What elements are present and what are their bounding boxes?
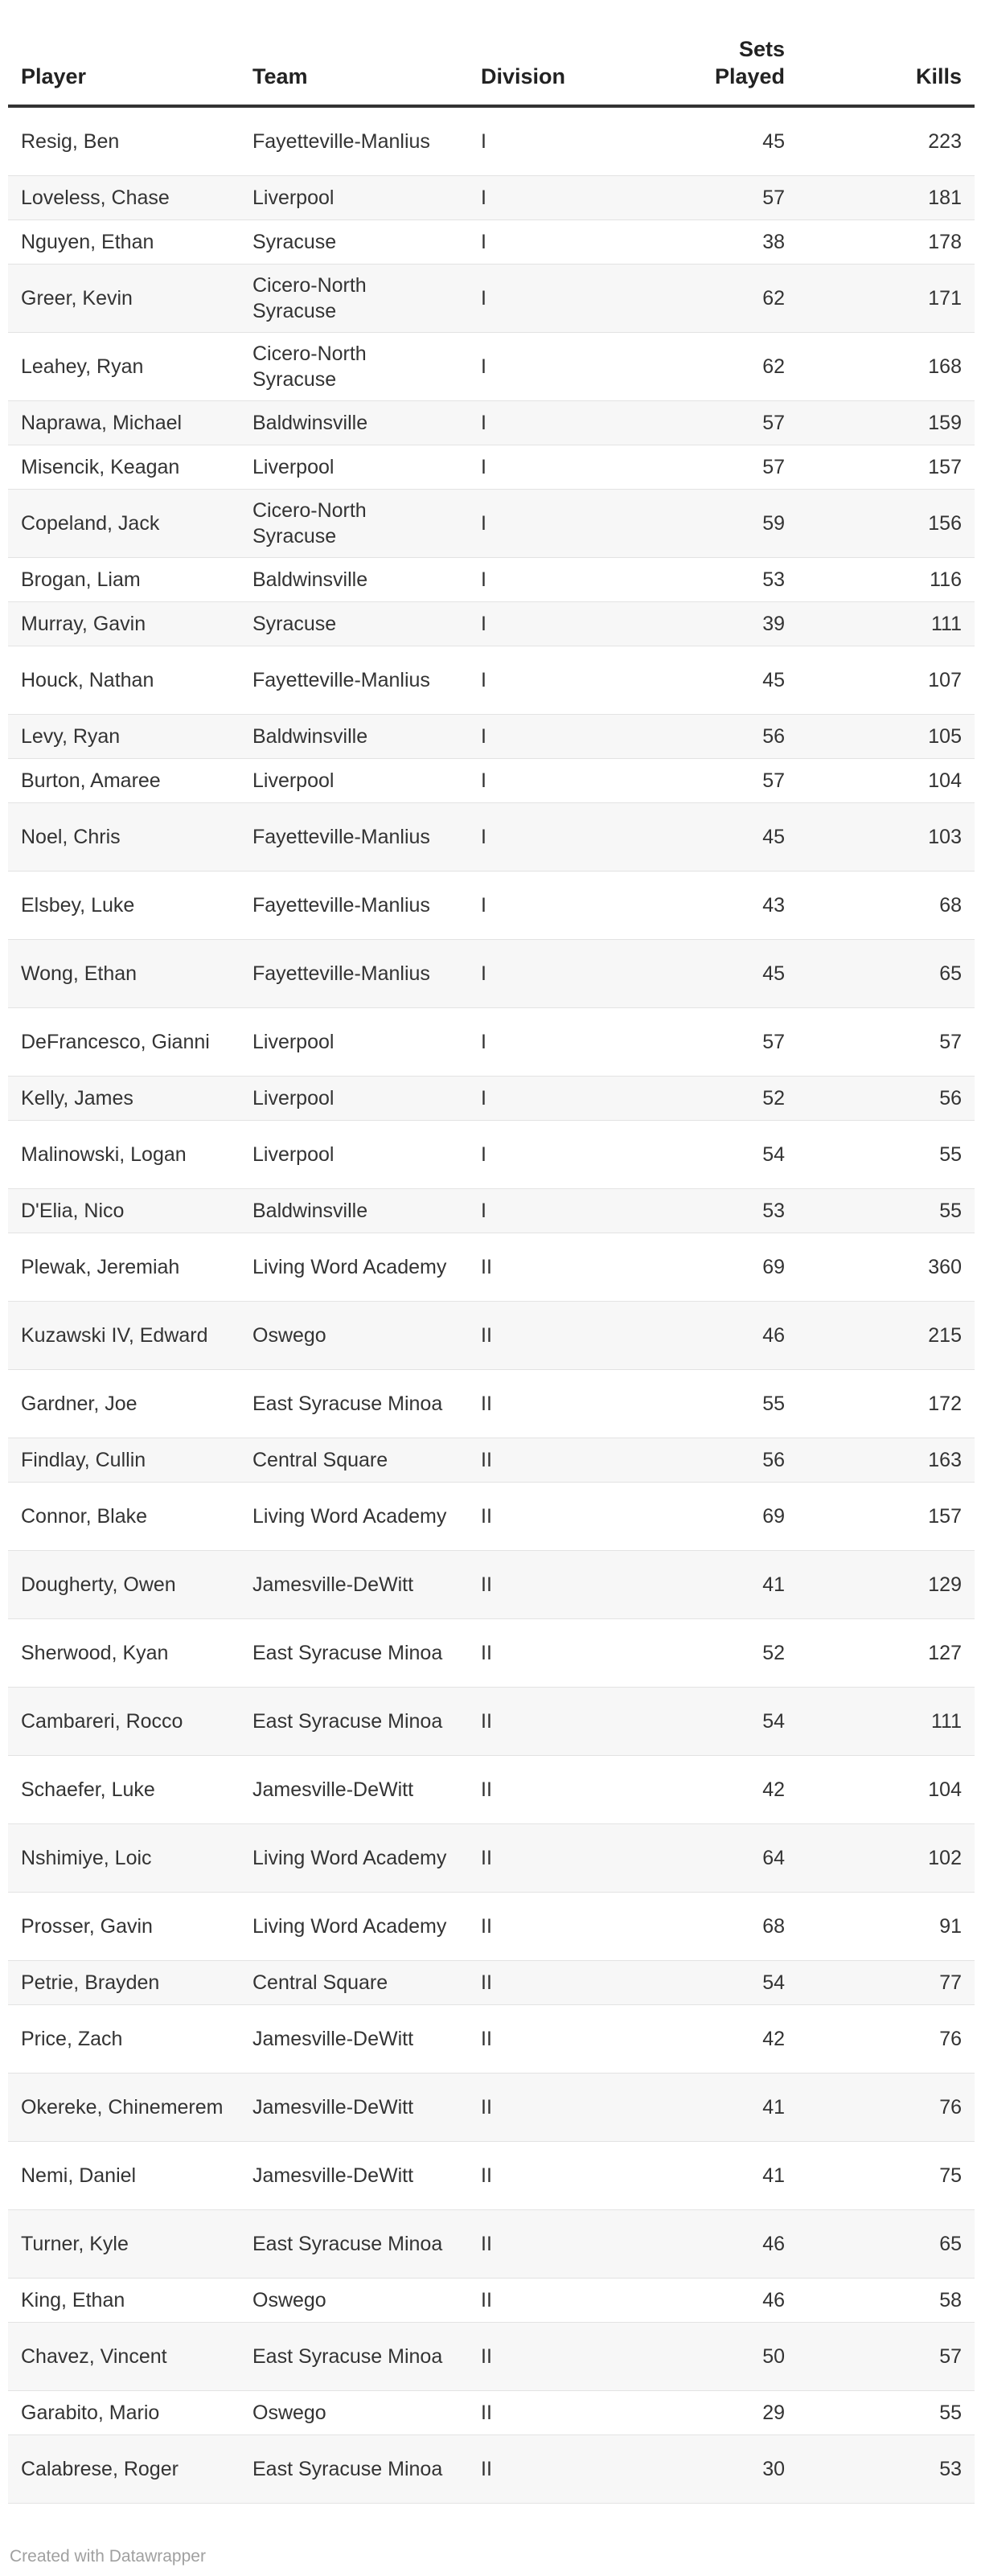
cell-player: Plewak, Jeremiah <box>8 1233 240 1302</box>
cell-player: Schaefer, Luke <box>8 1756 240 1824</box>
cell-kills: 57 <box>798 1008 975 1077</box>
cell-team: East Syracuse Minoa <box>240 2210 468 2279</box>
cell-division: II <box>468 2142 656 2210</box>
cell-kills: 103 <box>798 803 975 872</box>
cell-player: Findlay, Cullin <box>8 1438 240 1483</box>
cell-division: II <box>468 1551 656 1619</box>
cell-division: I <box>468 401 656 445</box>
table-row <box>8 1824 975 1893</box>
cell-division: I <box>468 490 656 558</box>
cell-team: Baldwinsville <box>240 558 468 602</box>
cell-team: Syracuse <box>240 602 468 646</box>
table-row <box>8 2435 975 2504</box>
table-row <box>8 1551 975 1619</box>
cell-player: Houck, Nathan <box>8 646 240 715</box>
cell-player: Okereke, Chinemerem <box>8 2074 240 2142</box>
cell-division: I <box>468 646 656 715</box>
cell-kills: 76 <box>798 2074 975 2142</box>
cell-team: East Syracuse Minoa <box>240 1688 468 1756</box>
cell-division: I <box>468 265 656 333</box>
cell-kills: 58 <box>798 2279 975 2323</box>
cell-player: Sherwood, Kyan <box>8 1619 240 1688</box>
cell-division: II <box>468 1370 656 1438</box>
cell-team: Baldwinsville <box>240 715 468 759</box>
cell-player: Chavez, Vincent <box>8 2323 240 2391</box>
cell-sets-played: 52 <box>656 1619 798 1688</box>
table-row <box>8 1688 975 1756</box>
column-header-player[interactable]: Player <box>8 35 240 106</box>
table-row <box>8 2005 975 2074</box>
cell-sets-played: 42 <box>656 2005 798 2074</box>
cell-kills: 111 <box>798 602 975 646</box>
cell-sets-played: 55 <box>656 1370 798 1438</box>
cell-sets-played: 54 <box>656 1121 798 1189</box>
table-row <box>8 872 975 940</box>
cell-sets-played: 46 <box>656 1302 798 1370</box>
cell-division: I <box>468 803 656 872</box>
table-row <box>8 2323 975 2391</box>
cell-division: I <box>468 1077 656 1121</box>
cell-player: Resig, Ben <box>8 106 240 176</box>
table-row <box>8 1619 975 1688</box>
cell-division: I <box>468 602 656 646</box>
cell-team: East Syracuse Minoa <box>240 1370 468 1438</box>
cell-division: I <box>468 220 656 265</box>
cell-division: I <box>468 176 656 220</box>
cell-player: Wong, Ethan <box>8 940 240 1008</box>
table-row <box>8 2279 975 2323</box>
table-row <box>8 602 975 646</box>
cell-kills: 91 <box>798 1893 975 1961</box>
cell-kills: 156 <box>798 490 975 558</box>
table-row <box>8 646 975 715</box>
cell-kills: 57 <box>798 2323 975 2391</box>
cell-division: II <box>468 1961 656 2005</box>
cell-team: Liverpool <box>240 759 468 803</box>
cell-kills: 55 <box>798 2391 975 2435</box>
cell-kills: 76 <box>798 2005 975 2074</box>
cell-kills: 55 <box>798 1121 975 1189</box>
cell-sets-played: 62 <box>656 265 798 333</box>
cell-division: I <box>468 940 656 1008</box>
cell-player: King, Ethan <box>8 2279 240 2323</box>
cell-team: Living Word Academy <box>240 1824 468 1893</box>
cell-kills: 116 <box>798 558 975 602</box>
cell-division: I <box>468 715 656 759</box>
cell-player: Garabito, Mario <box>8 2391 240 2435</box>
cell-sets-played: 53 <box>656 1189 798 1233</box>
column-header-division[interactable]: Division <box>468 35 656 106</box>
cell-kills: 107 <box>798 646 975 715</box>
cell-team: Oswego <box>240 1302 468 1370</box>
cell-player: Turner, Kyle <box>8 2210 240 2279</box>
cell-sets-played: 38 <box>656 220 798 265</box>
cell-player: Calabrese, Roger <box>8 2435 240 2504</box>
cell-player: Copeland, Jack <box>8 490 240 558</box>
cell-kills: 65 <box>798 2210 975 2279</box>
table-row <box>8 1077 975 1121</box>
cell-player: Connor, Blake <box>8 1483 240 1551</box>
cell-player: Loveless, Chase <box>8 176 240 220</box>
cell-kills: 127 <box>798 1619 975 1688</box>
cell-kills: 171 <box>798 265 975 333</box>
cell-team: Living Word Academy <box>240 1233 468 1302</box>
cell-sets-played: 69 <box>656 1233 798 1302</box>
cell-sets-played: 30 <box>656 2435 798 2504</box>
cell-team: Fayetteville-Manlius <box>240 106 468 176</box>
cell-sets-played: 42 <box>656 1756 798 1824</box>
cell-division: I <box>468 759 656 803</box>
table-row <box>8 445 975 490</box>
column-header-team[interactable]: Team <box>240 35 468 106</box>
cell-player: Kelly, James <box>8 1077 240 1121</box>
cell-team: Liverpool <box>240 176 468 220</box>
cell-division: II <box>468 1824 656 1893</box>
cell-division: II <box>468 2391 656 2435</box>
cell-division: II <box>468 1688 656 1756</box>
cell-sets-played: 45 <box>656 106 798 176</box>
cell-team: Jamesville-DeWitt <box>240 2005 468 2074</box>
cell-team: Cicero-North Syracuse <box>240 265 468 333</box>
cell-team: Living Word Academy <box>240 1893 468 1961</box>
cell-sets-played: 57 <box>656 401 798 445</box>
table-row <box>8 1893 975 1961</box>
cell-sets-played: 41 <box>656 2142 798 2210</box>
cell-division: II <box>468 1483 656 1551</box>
cell-division: II <box>468 1893 656 1961</box>
cell-sets-played: 45 <box>656 940 798 1008</box>
cell-division: I <box>468 558 656 602</box>
cell-team: Baldwinsville <box>240 1189 468 1233</box>
table-row <box>8 759 975 803</box>
table-row <box>8 1302 975 1370</box>
cell-team: Oswego <box>240 2279 468 2323</box>
table-row <box>8 220 975 265</box>
cell-sets-played: 57 <box>656 445 798 490</box>
cell-team: Central Square <box>240 1961 468 2005</box>
cell-player: Noel, Chris <box>8 803 240 872</box>
column-header-sets-played[interactable] <box>656 35 798 106</box>
cell-team: Jamesville-DeWitt <box>240 2074 468 2142</box>
table-row <box>8 106 975 176</box>
cell-player: Gardner, Joe <box>8 1370 240 1438</box>
cell-kills: 172 <box>798 1370 975 1438</box>
table-row <box>8 803 975 872</box>
cell-team: Syracuse <box>240 220 468 265</box>
cell-kills: 157 <box>798 1483 975 1551</box>
cell-team: Liverpool <box>240 445 468 490</box>
cell-kills: 75 <box>798 2142 975 2210</box>
cell-division: I <box>468 445 656 490</box>
cell-kills: 104 <box>798 1756 975 1824</box>
cell-kills: 360 <box>798 1233 975 1302</box>
cell-sets-played: 69 <box>656 1483 798 1551</box>
cell-kills: 55 <box>798 1189 975 1233</box>
cell-sets-played: 53 <box>656 558 798 602</box>
player-kills-table <box>8 35 975 2504</box>
cell-player: Nshimiye, Loic <box>8 1824 240 1893</box>
cell-player: Price, Zach <box>8 2005 240 2074</box>
cell-player: Dougherty, Owen <box>8 1551 240 1619</box>
cell-player: Nemi, Daniel <box>8 2142 240 2210</box>
cell-kills: 111 <box>798 1688 975 1756</box>
cell-team: East Syracuse Minoa <box>240 1619 468 1688</box>
cell-sets-played: 29 <box>656 2391 798 2435</box>
cell-kills: 163 <box>798 1438 975 1483</box>
table-body <box>8 106 975 2504</box>
table-row <box>8 1189 975 1233</box>
cell-sets-played: 56 <box>656 1438 798 1483</box>
cell-team: East Syracuse Minoa <box>240 2435 468 2504</box>
cell-kills: 168 <box>798 333 975 401</box>
table-row <box>8 265 975 333</box>
cell-player: Malinowski, Logan <box>8 1121 240 1189</box>
cell-sets-played: 46 <box>656 2279 798 2323</box>
cell-division: II <box>468 1756 656 1824</box>
cell-team: Oswego <box>240 2391 468 2435</box>
cell-team: Central Square <box>240 1438 468 1483</box>
cell-player: Elsbey, Luke <box>8 872 240 940</box>
cell-player: Brogan, Liam <box>8 558 240 602</box>
cell-sets-played: 56 <box>656 715 798 759</box>
table-row <box>8 401 975 445</box>
cell-kills: 178 <box>798 220 975 265</box>
cell-sets-played: 45 <box>656 646 798 715</box>
cell-sets-played: 52 <box>656 1077 798 1121</box>
cell-kills: 181 <box>798 176 975 220</box>
cell-kills: 105 <box>798 715 975 759</box>
cell-team: Liverpool <box>240 1077 468 1121</box>
cell-division: I <box>468 1121 656 1189</box>
table-row <box>8 1756 975 1824</box>
cell-sets-played: 54 <box>656 1688 798 1756</box>
cell-sets-played: 50 <box>656 2323 798 2391</box>
cell-division: II <box>468 1438 656 1483</box>
cell-division: II <box>468 2210 656 2279</box>
cell-team: Jamesville-DeWitt <box>240 1551 468 1619</box>
cell-team: Cicero-North Syracuse <box>240 333 468 401</box>
cell-division: II <box>468 1233 656 1302</box>
cell-kills: 215 <box>798 1302 975 1370</box>
cell-sets-played: 46 <box>656 2210 798 2279</box>
cell-player: Leahey, Ryan <box>8 333 240 401</box>
cell-kills: 68 <box>798 872 975 940</box>
cell-team: Fayetteville-Manlius <box>240 872 468 940</box>
cell-player: D'Elia, Nico <box>8 1189 240 1233</box>
cell-team: Fayetteville-Manlius <box>240 803 468 872</box>
cell-kills: 223 <box>798 106 975 176</box>
cell-sets-played: 54 <box>656 1961 798 2005</box>
table-row <box>8 1233 975 1302</box>
cell-team: Fayetteville-Manlius <box>240 940 468 1008</box>
table-row <box>8 2391 975 2435</box>
cell-player: Naprawa, Michael <box>8 401 240 445</box>
table-row <box>8 490 975 558</box>
cell-kills: 53 <box>798 2435 975 2504</box>
cell-player: Kuzawski IV, Edward <box>8 1302 240 1370</box>
cell-player: Murray, Gavin <box>8 602 240 646</box>
table-row <box>8 2074 975 2142</box>
cell-team: Jamesville-DeWitt <box>240 2142 468 2210</box>
cell-sets-played: 62 <box>656 333 798 401</box>
cell-team: Living Word Academy <box>240 1483 468 1551</box>
cell-kills: 157 <box>798 445 975 490</box>
cell-sets-played: 41 <box>656 1551 798 1619</box>
table-row <box>8 1370 975 1438</box>
table-row <box>8 1008 975 1077</box>
cell-player: Cambareri, Rocco <box>8 1688 240 1756</box>
cell-team: Liverpool <box>240 1008 468 1077</box>
cell-team: Cicero-North Syracuse <box>240 490 468 558</box>
cell-division: II <box>468 1302 656 1370</box>
table-row <box>8 1121 975 1189</box>
cell-player: Misencik, Keagan <box>8 445 240 490</box>
cell-kills: 104 <box>798 759 975 803</box>
cell-sets-played: 45 <box>656 803 798 872</box>
table-row <box>8 715 975 759</box>
cell-team: Fayetteville-Manlius <box>240 646 468 715</box>
cell-division: II <box>468 2323 656 2391</box>
table-row <box>8 333 975 401</box>
cell-kills: 56 <box>798 1077 975 1121</box>
cell-kills: 77 <box>798 1961 975 2005</box>
cell-sets-played: 43 <box>656 872 798 940</box>
cell-division: I <box>468 872 656 940</box>
table-row <box>8 1438 975 1483</box>
cell-division: II <box>468 2279 656 2323</box>
cell-division: II <box>468 2435 656 2504</box>
cell-team: Jamesville-DeWitt <box>240 1756 468 1824</box>
table-row <box>8 1483 975 1551</box>
cell-sets-played: 68 <box>656 1893 798 1961</box>
cell-division: I <box>468 1008 656 1077</box>
stats-table-container <box>8 35 975 2504</box>
cell-sets-played: 57 <box>656 1008 798 1077</box>
cell-sets-played: 59 <box>656 490 798 558</box>
cell-sets-played: 39 <box>656 602 798 646</box>
cell-division: I <box>468 106 656 176</box>
cell-sets-played: 57 <box>656 176 798 220</box>
cell-kills: 129 <box>798 1551 975 1619</box>
cell-player: Prosser, Gavin <box>8 1893 240 1961</box>
cell-division: II <box>468 2005 656 2074</box>
cell-player: Burton, Amaree <box>8 759 240 803</box>
cell-team: East Syracuse Minoa <box>240 2323 468 2391</box>
cell-player: Nguyen, Ethan <box>8 220 240 265</box>
sets-played-header-label: Sets Played <box>714 37 785 88</box>
table-row <box>8 1961 975 2005</box>
cell-team: Liverpool <box>240 1121 468 1189</box>
cell-division: I <box>468 333 656 401</box>
table-row <box>8 940 975 1008</box>
cell-kills: 102 <box>798 1824 975 1893</box>
cell-player: DeFrancesco, Gianni <box>8 1008 240 1077</box>
table-row <box>8 558 975 602</box>
cell-team: Baldwinsville <box>240 401 468 445</box>
cell-player: Greer, Kevin <box>8 265 240 333</box>
cell-division: I <box>468 1189 656 1233</box>
cell-sets-played: 57 <box>656 759 798 803</box>
cell-division: II <box>468 2074 656 2142</box>
cell-kills: 159 <box>798 401 975 445</box>
datawrapper-credit[interactable]: Created with Datawrapper <box>10 2547 206 2566</box>
cell-kills: 65 <box>798 940 975 1008</box>
header-row <box>8 35 975 106</box>
table-row <box>8 2210 975 2279</box>
cell-sets-played: 41 <box>656 2074 798 2142</box>
table-row <box>8 2142 975 2210</box>
column-header-kills[interactable]: Kills <box>798 35 975 106</box>
cell-division: II <box>468 1619 656 1688</box>
cell-sets-played: 64 <box>656 1824 798 1893</box>
cell-player: Petrie, Brayden <box>8 1961 240 2005</box>
cell-player: Levy, Ryan <box>8 715 240 759</box>
table-row <box>8 176 975 220</box>
